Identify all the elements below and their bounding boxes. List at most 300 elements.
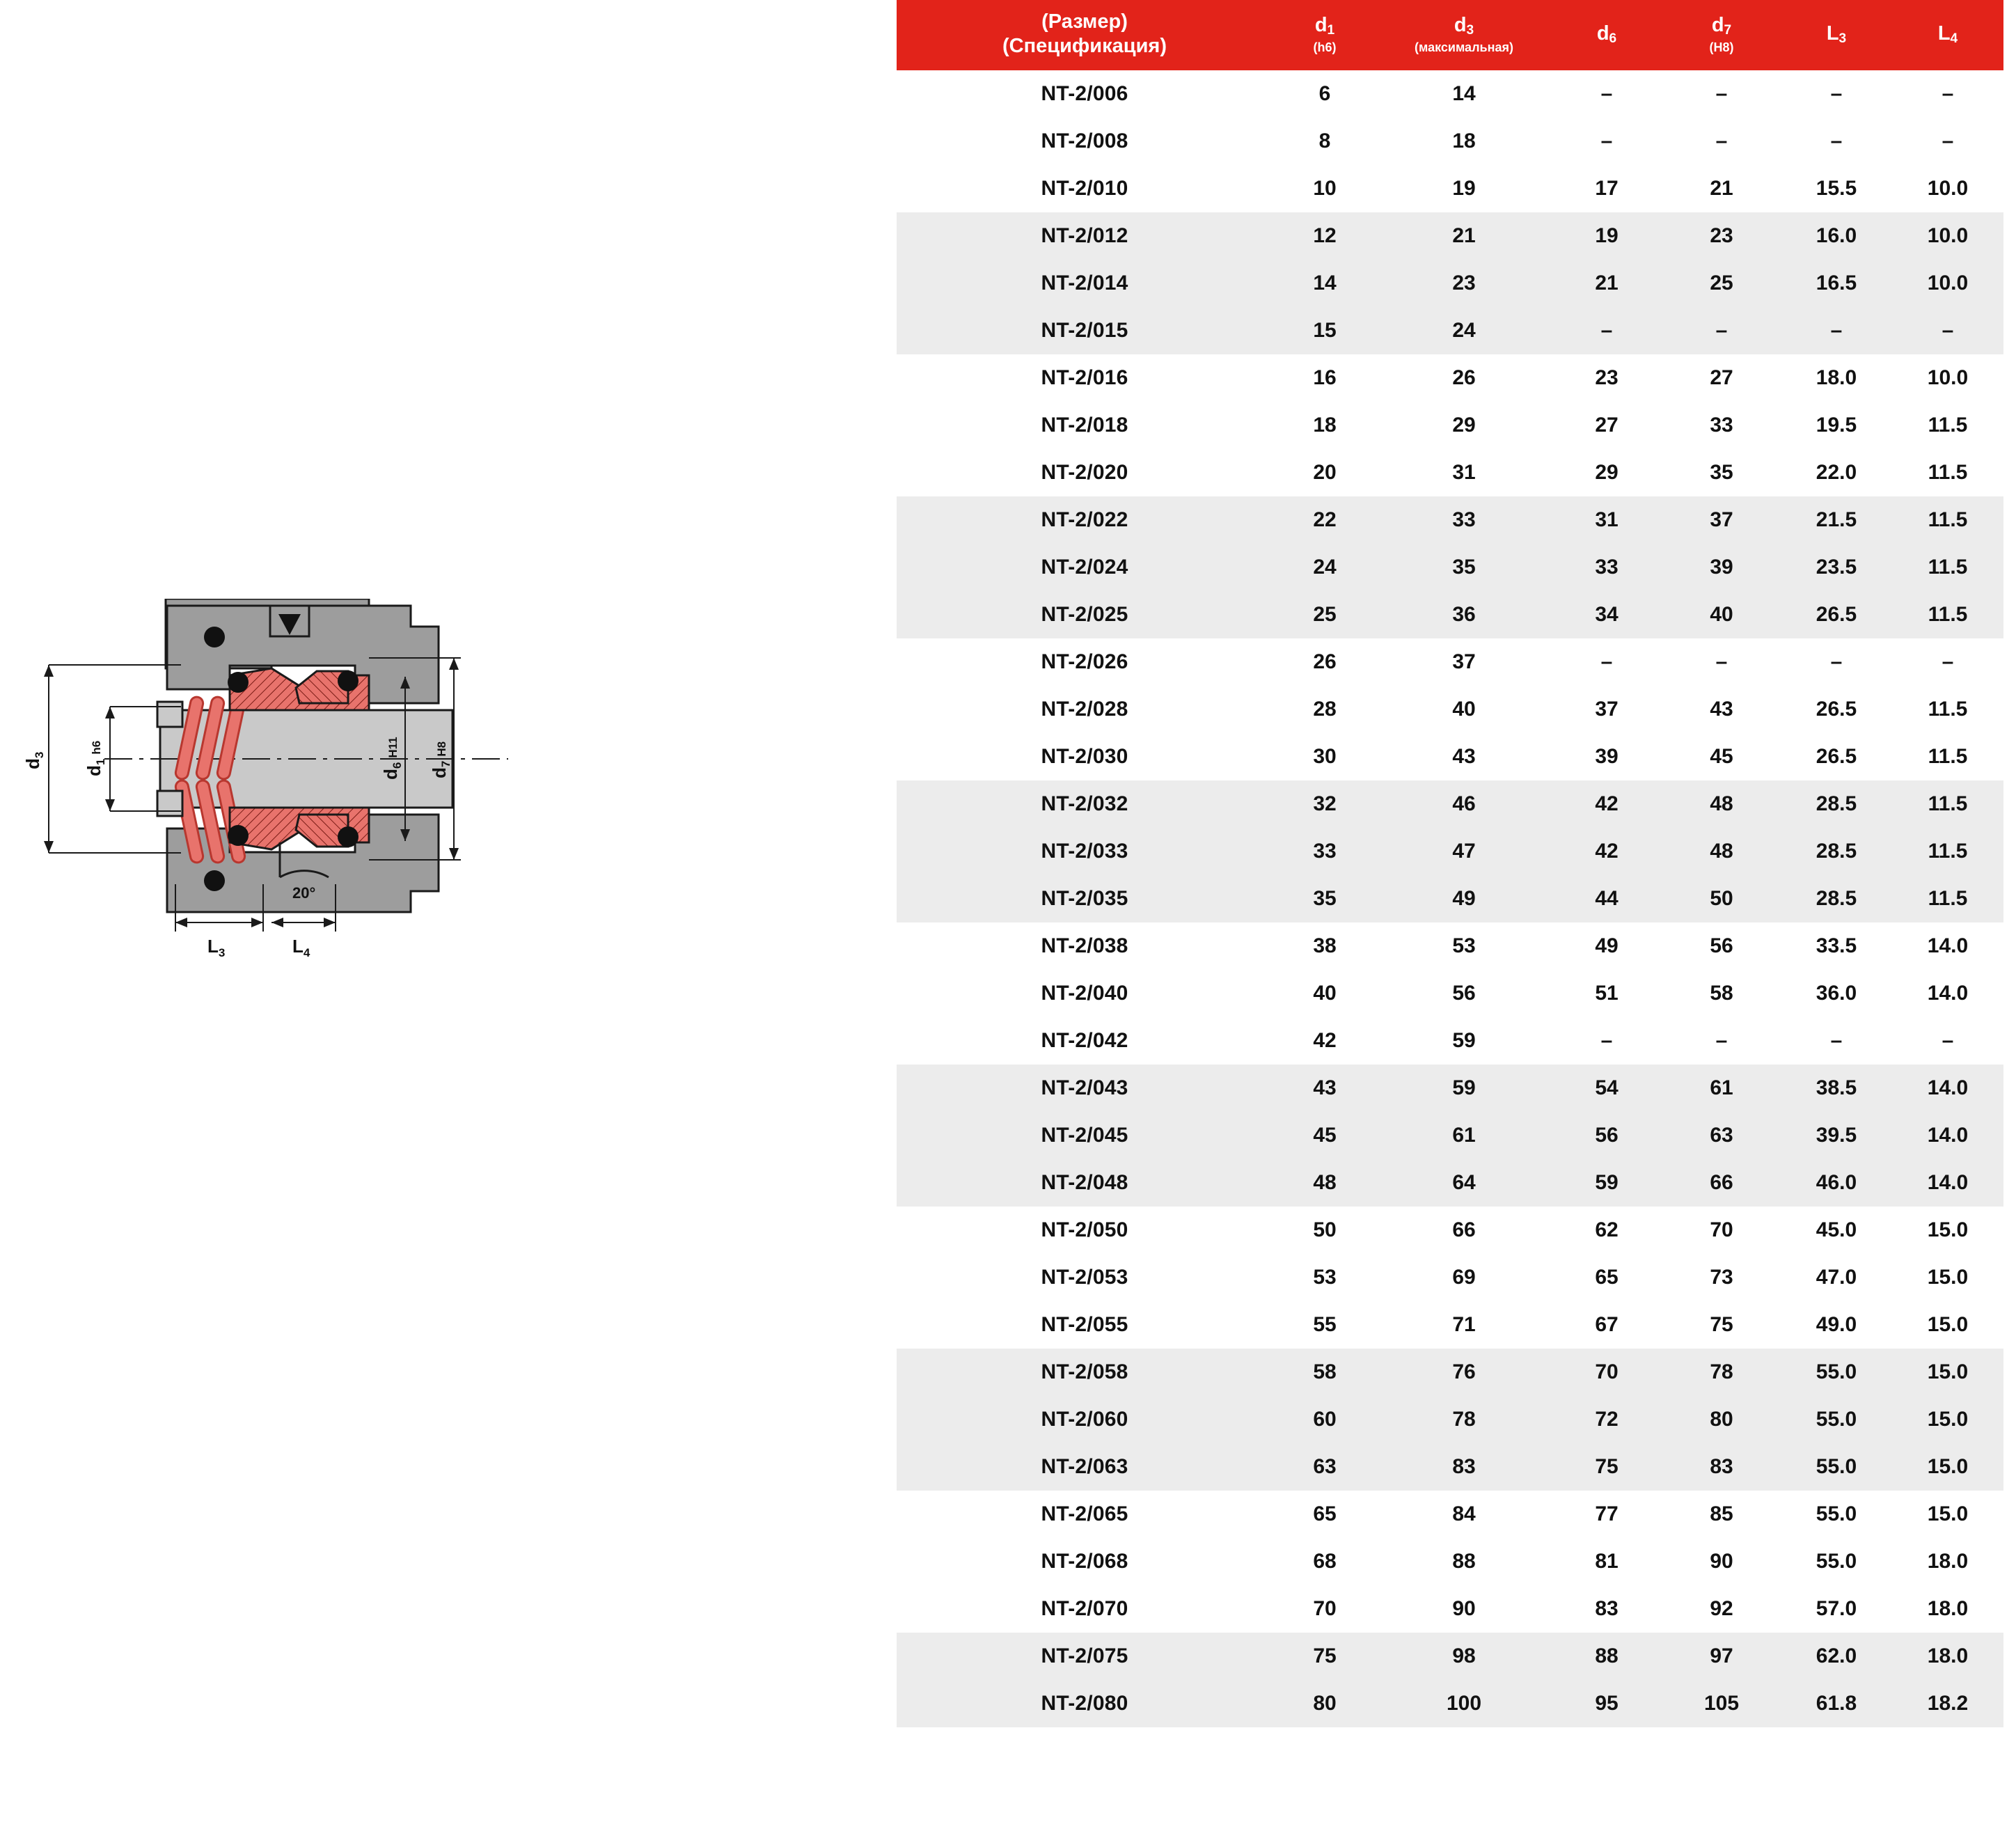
dim-label-d3: [22, 752, 46, 769]
header-d3-note: (максимальная): [1415, 40, 1513, 54]
cell-d1: 25: [1273, 591, 1377, 638]
cell-d3: 66: [1377, 1207, 1551, 1254]
cell-l3: 36.0: [1781, 970, 1892, 1017]
cell-d7: 25: [1662, 260, 1781, 307]
cell-l4: 14.0: [1892, 1112, 2003, 1159]
cell-l4: 10.0: [1892, 260, 2003, 307]
cell-l4: 11.5: [1892, 780, 2003, 828]
cell-d6: 77: [1551, 1491, 1662, 1538]
cell-l4: 11.5: [1892, 591, 2003, 638]
cell-size: NT-2/048: [897, 1159, 1273, 1207]
cell-size: NT-2/053: [897, 1254, 1273, 1301]
cell-d1: 33: [1273, 828, 1377, 875]
cell-l4: 15.0: [1892, 1491, 2003, 1538]
cell-l3: 19.5: [1781, 402, 1892, 449]
cell-d7: 73: [1662, 1254, 1781, 1301]
cell-d1: 58: [1273, 1349, 1377, 1396]
cell-d6: 75: [1551, 1443, 1662, 1491]
cell-d1: 43: [1273, 1065, 1377, 1112]
cell-l3: 18.0: [1781, 354, 1892, 402]
cell-d1: 48: [1273, 1159, 1377, 1207]
cell-size: NT-2/018: [897, 402, 1273, 449]
cell-size: NT-2/060: [897, 1396, 1273, 1443]
cell-d1: 42: [1273, 1017, 1377, 1065]
cell-l3: 28.5: [1781, 875, 1892, 922]
cell-d1: 63: [1273, 1443, 1377, 1491]
cell-d1: 22: [1273, 496, 1377, 544]
cell-size: NT-2/080: [897, 1680, 1273, 1727]
angle-label: 20°: [292, 884, 316, 902]
cell-d6: 81: [1551, 1538, 1662, 1585]
seal-cross-section-drawing: [21, 599, 842, 1253]
svg-text:d7H8: $d_7^{H8}$: [429, 741, 452, 778]
header-size: [897, 0, 1273, 70]
dim-label-l3: $L_3$: [207, 936, 226, 959]
cell-l4: 14.0: [1892, 922, 2003, 970]
cell-l3: 26.5: [1781, 591, 1892, 638]
cell-l3: 22.0: [1781, 449, 1892, 496]
cell-size: NT-2/040: [897, 970, 1273, 1017]
cell-l4: 15.0: [1892, 1349, 2003, 1396]
cell-d3: 21: [1377, 212, 1551, 260]
cell-d1: 28: [1273, 686, 1377, 733]
o-ring-1: [228, 672, 249, 693]
cell-d6: 42: [1551, 828, 1662, 875]
cell-l4: 18.0: [1892, 1585, 2003, 1633]
technical-drawing-pane: [0, 0, 884, 1822]
cell-d7: 45: [1662, 733, 1781, 780]
svg-text:d3: $d_3$: [22, 751, 46, 769]
table-row: [897, 1207, 2003, 1254]
cell-size: NT-2/070: [897, 1585, 1273, 1633]
o-ring-2: [338, 670, 359, 691]
header-l3-letter: L: [1826, 22, 1839, 45]
cell-d3: 29: [1377, 402, 1551, 449]
cell-d6: 70: [1551, 1349, 1662, 1396]
cell-l4: 11.5: [1892, 544, 2003, 591]
cell-d7: 50: [1662, 875, 1781, 922]
cell-d1: 35: [1273, 875, 1377, 922]
cell-d1: 45: [1273, 1112, 1377, 1159]
table-row: [897, 1349, 2003, 1396]
cell-size: NT-2/030: [897, 733, 1273, 780]
cell-d7: 92: [1662, 1585, 1781, 1633]
cell-d7: 63: [1662, 1112, 1781, 1159]
cell-d6: 72: [1551, 1396, 1662, 1443]
cell-d7: 58: [1662, 970, 1781, 1017]
cell-d1: 75: [1273, 1633, 1377, 1680]
cell-l3: 26.5: [1781, 733, 1892, 780]
cell-l3: 16.5: [1781, 260, 1892, 307]
cell-size: NT-2/006: [897, 70, 1273, 118]
cell-l4: 15.0: [1892, 1443, 2003, 1491]
cell-d7: –: [1662, 307, 1781, 354]
table-row: [897, 1159, 2003, 1207]
cell-d1: 26: [1273, 638, 1377, 686]
table-row: [897, 212, 2003, 260]
cell-d6: 37: [1551, 686, 1662, 733]
cell-size: NT-2/024: [897, 544, 1273, 591]
cell-d6: 62: [1551, 1207, 1662, 1254]
cell-d3: 43: [1377, 733, 1551, 780]
cell-l3: –: [1781, 307, 1892, 354]
cell-d3: 47: [1377, 828, 1551, 875]
cell-size: NT-2/045: [897, 1112, 1273, 1159]
cell-d3: 14: [1377, 70, 1551, 118]
cell-d3: 100: [1377, 1680, 1551, 1727]
cell-d7: –: [1662, 70, 1781, 118]
cell-size: NT-2/008: [897, 118, 1273, 165]
cell-d6: 39: [1551, 733, 1662, 780]
cell-l4: 15.0: [1892, 1207, 2003, 1254]
cell-d6: –: [1551, 70, 1662, 118]
header-l3-subscript: 3: [1838, 31, 1847, 47]
cell-l3: 55.0: [1781, 1538, 1892, 1585]
cell-size: NT-2/058: [897, 1349, 1273, 1396]
table-row: [897, 70, 2003, 118]
cell-d3: 56: [1377, 970, 1551, 1017]
header-d3-letter: d: [1454, 14, 1467, 37]
cell-d7: 43: [1662, 686, 1781, 733]
cell-size: NT-2/038: [897, 922, 1273, 970]
cell-l4: 18.0: [1892, 1538, 2003, 1585]
o-ring-6: [204, 870, 225, 891]
cell-d6: –: [1551, 307, 1662, 354]
cell-l4: –: [1892, 70, 2003, 118]
dim-label-l4: $L_4$: [292, 936, 310, 959]
header-d7-note: (H8): [1709, 40, 1734, 54]
cell-d3: 78: [1377, 1396, 1551, 1443]
cell-d1: 40: [1273, 970, 1377, 1017]
cell-l4: –: [1892, 118, 2003, 165]
table-row: [897, 875, 2003, 922]
cell-d7: 85: [1662, 1491, 1781, 1538]
cell-d3: 64: [1377, 1159, 1551, 1207]
table-row: [897, 780, 2003, 828]
cell-l3: 39.5: [1781, 1112, 1892, 1159]
cell-d3: 35: [1377, 544, 1551, 591]
cell-size: NT-2/010: [897, 165, 1273, 212]
cell-d1: 50: [1273, 1207, 1377, 1254]
cell-d3: 37: [1377, 638, 1551, 686]
cell-size: NT-2/032: [897, 780, 1273, 828]
cell-d3: 18: [1377, 118, 1551, 165]
cell-d6: 34: [1551, 591, 1662, 638]
table-row: [897, 1301, 2003, 1349]
cell-l3: 38.5: [1781, 1065, 1892, 1112]
spring-retainer-bottom: [157, 791, 182, 816]
cell-l3: 16.0: [1781, 212, 1892, 260]
cell-d1: 24: [1273, 544, 1377, 591]
cell-d6: 88: [1551, 1633, 1662, 1680]
cell-l4: 11.5: [1892, 449, 2003, 496]
cell-d6: 95: [1551, 1680, 1662, 1727]
cell-l4: 11.5: [1892, 828, 2003, 875]
cell-d6: 21: [1551, 260, 1662, 307]
cell-d7: 35: [1662, 449, 1781, 496]
cell-d7: 37: [1662, 496, 1781, 544]
specification-table: [897, 0, 2003, 1727]
svg-text:d1h6: $d_1^{h6}$: [84, 740, 107, 776]
cell-l3: 55.0: [1781, 1349, 1892, 1396]
cell-size: NT-2/075: [897, 1633, 1273, 1680]
table-row: [897, 1633, 2003, 1680]
cell-d6: 44: [1551, 875, 1662, 922]
cell-size: NT-2/020: [897, 449, 1273, 496]
cell-d6: 27: [1551, 402, 1662, 449]
header-d6-subscript: 6: [1609, 31, 1617, 47]
cell-l3: 28.5: [1781, 780, 1892, 828]
header-l3: [1781, 0, 1892, 70]
cell-l3: 15.5: [1781, 165, 1892, 212]
cell-d7: 21: [1662, 165, 1781, 212]
cell-l4: –: [1892, 638, 2003, 686]
cell-d7: 97: [1662, 1633, 1781, 1680]
cell-l3: 46.0: [1781, 1159, 1892, 1207]
table-row: [897, 1396, 2003, 1443]
cell-d6: –: [1551, 638, 1662, 686]
table-row: [897, 402, 2003, 449]
cell-d7: 80: [1662, 1396, 1781, 1443]
header-d1-subscript: 1: [1327, 23, 1335, 38]
cell-d7: 56: [1662, 922, 1781, 970]
table-row: [897, 354, 2003, 402]
table-row: [897, 922, 2003, 970]
cell-d3: 71: [1377, 1301, 1551, 1349]
cell-d1: 53: [1273, 1254, 1377, 1301]
spring-retainer-top: [157, 702, 182, 727]
cell-l3: 55.0: [1781, 1443, 1892, 1491]
cell-l3: –: [1781, 638, 1892, 686]
header-d1-letter: d: [1314, 14, 1328, 37]
cell-d1: 32: [1273, 780, 1377, 828]
header-d3-subscript: 3: [1466, 23, 1474, 38]
cell-d6: –: [1551, 1017, 1662, 1065]
cell-d7: –: [1662, 118, 1781, 165]
cell-d3: 33: [1377, 496, 1551, 544]
header-d1: [1273, 0, 1377, 70]
cell-d7: 66: [1662, 1159, 1781, 1207]
cell-d1: 55: [1273, 1301, 1377, 1349]
table-row: [897, 1112, 2003, 1159]
cell-d7: 70: [1662, 1207, 1781, 1254]
dim-label-d1: [84, 741, 107, 776]
cell-d3: 90: [1377, 1585, 1551, 1633]
cell-d7: 23: [1662, 212, 1781, 260]
cell-d3: 69: [1377, 1254, 1551, 1301]
cell-d3: 84: [1377, 1491, 1551, 1538]
cell-d3: 59: [1377, 1065, 1551, 1112]
cell-l4: 14.0: [1892, 1159, 2003, 1207]
cell-l3: 28.5: [1781, 828, 1892, 875]
cell-d7: 48: [1662, 780, 1781, 828]
cell-d6: 42: [1551, 780, 1662, 828]
cell-d7: 90: [1662, 1538, 1781, 1585]
cell-l3: 49.0: [1781, 1301, 1892, 1349]
table-header-row: [897, 0, 2003, 70]
table-row: [897, 165, 2003, 212]
cell-d1: 60: [1273, 1396, 1377, 1443]
cell-size: NT-2/028: [897, 686, 1273, 733]
table-row: [897, 1065, 2003, 1112]
cell-d1: 80: [1273, 1680, 1377, 1727]
cell-l3: 61.8: [1781, 1680, 1892, 1727]
cell-size: NT-2/063: [897, 1443, 1273, 1491]
cell-d3: 98: [1377, 1633, 1551, 1680]
header-l4: [1892, 0, 2003, 70]
cell-d1: 18: [1273, 402, 1377, 449]
o-ring-4: [338, 826, 359, 847]
cell-d3: 19: [1377, 165, 1551, 212]
table-row: [897, 970, 2003, 1017]
table-row: [897, 591, 2003, 638]
header-d6-letter: d: [1596, 22, 1609, 45]
table-row: [897, 1491, 2003, 1538]
cell-l3: 45.0: [1781, 1207, 1892, 1254]
cell-size: NT-2/042: [897, 1017, 1273, 1065]
cell-size: NT-2/025: [897, 591, 1273, 638]
cell-d6: 49: [1551, 922, 1662, 970]
header-d6: [1551, 0, 1662, 70]
cell-d6: 23: [1551, 354, 1662, 402]
table-row: [897, 544, 2003, 591]
cell-d6: 29: [1551, 449, 1662, 496]
cell-l3: 55.0: [1781, 1491, 1892, 1538]
cell-d7: 105: [1662, 1680, 1781, 1727]
cell-d7: 33: [1662, 402, 1781, 449]
cell-size: NT-2/065: [897, 1491, 1273, 1538]
cell-l4: 18.2: [1892, 1680, 2003, 1727]
header-d1-note: (h6): [1313, 40, 1337, 54]
cell-d3: 26: [1377, 354, 1551, 402]
header-d7-letter: d: [1711, 14, 1724, 37]
cell-d1: 16: [1273, 354, 1377, 402]
svg-text:d6H11: $d_6^{H11}$: [380, 737, 404, 780]
cell-d6: 83: [1551, 1585, 1662, 1633]
cell-l3: 33.5: [1781, 922, 1892, 970]
cell-d6: 54: [1551, 1065, 1662, 1112]
table-row: [897, 828, 2003, 875]
cell-d7: 39: [1662, 544, 1781, 591]
cell-l4: –: [1892, 307, 2003, 354]
cell-size: NT-2/012: [897, 212, 1273, 260]
cell-d7: 40: [1662, 591, 1781, 638]
cell-d3: 61: [1377, 1112, 1551, 1159]
cell-l4: 18.0: [1892, 1633, 2003, 1680]
cell-size: NT-2/014: [897, 260, 1273, 307]
cell-d1: 20: [1273, 449, 1377, 496]
header-d3: [1377, 0, 1551, 70]
cell-size: NT-2/015: [897, 307, 1273, 354]
cell-d7: 27: [1662, 354, 1781, 402]
cell-size: NT-2/022: [897, 496, 1273, 544]
cell-d1: 65: [1273, 1491, 1377, 1538]
cell-l3: 47.0: [1781, 1254, 1892, 1301]
cell-d7: –: [1662, 1017, 1781, 1065]
cell-size: NT-2/050: [897, 1207, 1273, 1254]
o-ring-5: [204, 627, 225, 647]
cell-d6: 33: [1551, 544, 1662, 591]
table-row: [897, 118, 2003, 165]
cell-d1: 38: [1273, 922, 1377, 970]
table-row: [897, 1538, 2003, 1585]
cell-d1: 8: [1273, 118, 1377, 165]
cell-d3: 88: [1377, 1538, 1551, 1585]
cell-l3: 23.5: [1781, 544, 1892, 591]
cell-size: NT-2/016: [897, 354, 1273, 402]
header-size-line1: (Размер): [1041, 10, 1128, 33]
cell-size: NT-2/035: [897, 875, 1273, 922]
cell-d7: 61: [1662, 1065, 1781, 1112]
table-header: [897, 0, 2003, 70]
cell-l4: 11.5: [1892, 496, 2003, 544]
table-body: [897, 70, 2003, 1727]
cell-l3: –: [1781, 70, 1892, 118]
specification-table-pane: [884, 0, 2016, 1822]
table-row: [897, 686, 2003, 733]
table-row: [897, 1443, 2003, 1491]
cell-d3: 76: [1377, 1349, 1551, 1396]
cell-l4: 14.0: [1892, 1065, 2003, 1112]
cell-size: NT-2/033: [897, 828, 1273, 875]
table-row: [897, 638, 2003, 686]
cell-d7: 78: [1662, 1349, 1781, 1396]
cell-size: NT-2/026: [897, 638, 1273, 686]
cell-size: NT-2/055: [897, 1301, 1273, 1349]
cell-d6: 56: [1551, 1112, 1662, 1159]
cell-d7: –: [1662, 638, 1781, 686]
cell-d1: 15: [1273, 307, 1377, 354]
cell-l4: 15.0: [1892, 1254, 2003, 1301]
cell-l4: 11.5: [1892, 402, 2003, 449]
cell-size: NT-2/043: [897, 1065, 1273, 1112]
cell-l4: 15.0: [1892, 1396, 2003, 1443]
table-row: [897, 733, 2003, 780]
cell-d6: 67: [1551, 1301, 1662, 1349]
table-row: [897, 496, 2003, 544]
cell-d3: 49: [1377, 875, 1551, 922]
cell-d3: 40: [1377, 686, 1551, 733]
cell-d1: 10: [1273, 165, 1377, 212]
cell-l4: 10.0: [1892, 354, 2003, 402]
flow-arrow-icon: [270, 606, 309, 636]
cell-d1: 68: [1273, 1538, 1377, 1585]
cell-d3: 23: [1377, 260, 1551, 307]
cell-d6: 19: [1551, 212, 1662, 260]
table-row: [897, 1254, 2003, 1301]
cell-d6: 59: [1551, 1159, 1662, 1207]
header-size-line2: (Спецификация): [1002, 35, 1167, 58]
cell-l3: 55.0: [1781, 1396, 1892, 1443]
cell-d3: 46: [1377, 780, 1551, 828]
cell-l3: –: [1781, 118, 1892, 165]
cell-l3: 26.5: [1781, 686, 1892, 733]
table-row: [897, 449, 2003, 496]
header-d7-subscript: 7: [1724, 23, 1732, 38]
table-row: [897, 307, 2003, 354]
cell-l4: 10.0: [1892, 212, 2003, 260]
cell-d1: 12: [1273, 212, 1377, 260]
cell-d7: 75: [1662, 1301, 1781, 1349]
cell-d7: 83: [1662, 1443, 1781, 1491]
cell-l4: –: [1892, 1017, 2003, 1065]
cell-d6: 51: [1551, 970, 1662, 1017]
header-l4-subscript: 4: [1950, 31, 1958, 47]
cell-d1: 6: [1273, 70, 1377, 118]
cell-d3: 59: [1377, 1017, 1551, 1065]
cell-d1: 70: [1273, 1585, 1377, 1633]
cell-l3: 21.5: [1781, 496, 1892, 544]
